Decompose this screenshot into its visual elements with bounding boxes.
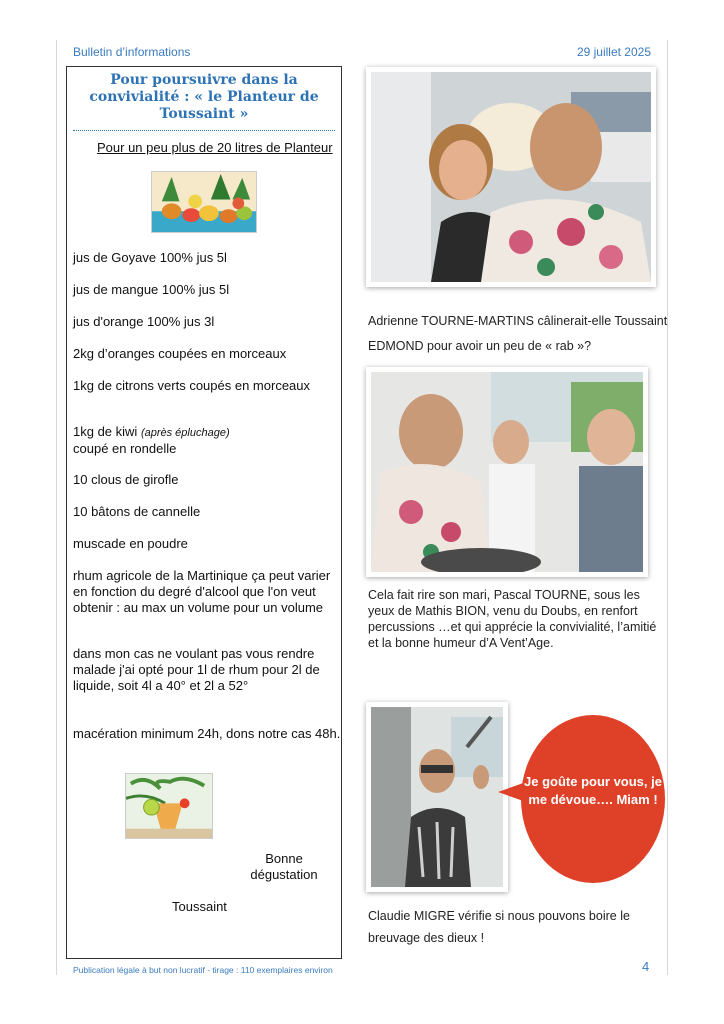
ingredient-kiwi xyxy=(73,424,341,457)
title-divider xyxy=(73,130,335,131)
photo-claudie xyxy=(366,702,508,892)
recipe-title: Pour poursuivre dans la convivialité : « le Planteur de Toussaint » xyxy=(89,72,319,122)
legal-footer: Publication légale à but non lucratif - tirage : 110 exemplaires environ xyxy=(73,965,333,975)
ingredient-rhum: rhum agricole de la Martinique ça peut varier en fonction du degré d'alcool que l'on veut obtenir : au max un volume pour un volume xyxy=(73,568,331,615)
left-margin-guide xyxy=(56,40,57,975)
ingredient-kiwi-cut: coupé en rondelle xyxy=(73,441,177,456)
ingredient-mangue: jus de mangue 100% jus 5l xyxy=(73,282,230,297)
closing-text: Bonne dégustation xyxy=(250,851,318,882)
ingredient-kiwi-note: (après épluchage) xyxy=(140,427,230,439)
ingredient-dosage-note: dans mon cas ne voulant pas vous rendre malade j'ai opté pour 1l de rhum pour 2l de liquide, soit 4l a 40° et 2l a 52° xyxy=(73,646,320,693)
ingredient-kiwi-text: 1kg de kiwi xyxy=(73,424,138,439)
bulletin-title: Bulletin d’informations xyxy=(73,45,191,59)
ingredient-oranges: 2kg d’oranges coupées en morceaux xyxy=(73,346,287,361)
speech-bubble-text: Je goûte pour vous, je me dévoue…. Miam ! xyxy=(524,774,662,807)
caption-photo-2: Cela fait rire son mari, Pascal TOURNE, sous les yeux de Mathis BION, venu du Doubs, en renfort percussions …et qui apprécie la convivialité, l’amitié et la bonne humeur d’A Vent’Age. xyxy=(368,588,657,650)
bulletin-date: 29 juillet 2025 xyxy=(576,45,651,59)
signature: Toussaint xyxy=(172,899,227,914)
ingredient-citrons: 1kg de citrons verts coupés en morceaux xyxy=(73,378,311,393)
right-margin-guide xyxy=(667,40,668,975)
photo-pascal-mathis xyxy=(366,367,648,577)
ingredient-muscade: muscade en poudre xyxy=(73,536,188,551)
recipe-box xyxy=(66,66,342,959)
caption-photo-1: Adrienne TOURNE-MARTINS câlinerait-elle Toussaint EDMOND pour avoir un peu de « rab »? xyxy=(368,314,668,353)
page-number: 4 xyxy=(642,959,650,974)
caption-photo-3: Claudie MIGRE vérifie si nous pouvons boire le breuvage des dieux ! xyxy=(368,909,630,945)
ingredient-cannelle: 10 bâtons de cannelle xyxy=(73,504,201,519)
cocktail-image xyxy=(125,773,213,839)
speech-bubble xyxy=(521,715,665,883)
tropical-fruits-image xyxy=(151,171,257,233)
photo-adrienne-toussaint xyxy=(366,67,656,287)
ingredient-goyave: jus de Goyave 100% jus 5l xyxy=(73,250,227,265)
ingredient-girofle: 10 clous de girofle xyxy=(73,472,179,487)
recipe-intro: Pour un peu plus de 20 litres de Planteur xyxy=(97,140,333,155)
ingredient-orange-juice: jus d'orange 100% jus 3l xyxy=(73,314,215,329)
ingredient-maceration: macération minimum 24h, dons notre cas 48h. xyxy=(73,726,341,741)
